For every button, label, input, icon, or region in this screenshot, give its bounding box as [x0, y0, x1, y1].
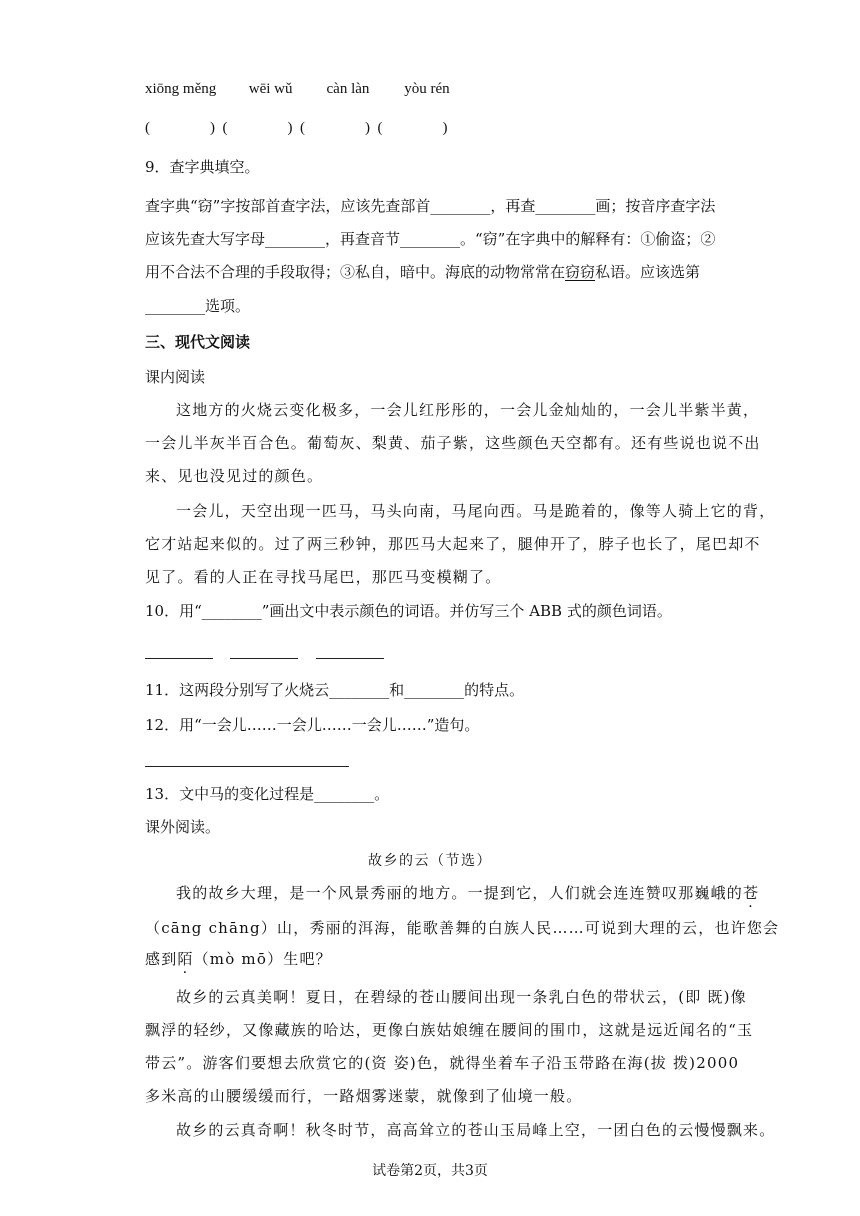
answer-line [145, 658, 213, 659]
pinyin-4: yòu rén [404, 81, 450, 97]
q9-line1: 查字典“窃”字按部首查字法，应该先查部首________，再查________画；按音序查字法 [145, 197, 716, 215]
s1-line2: （cāng chāng）山，秀丽的洱海，能歌善舞的白族人民……可说到大理的云，也许您会 [145, 919, 780, 937]
pinyin-1: xiōng měng [145, 81, 217, 97]
q9-line2: 应该先查大写字母________，再查音节________。“窃”在字典中的解释有：①偷盗；② [145, 230, 716, 248]
answer-line [230, 658, 298, 659]
s2-line2: 飘浮的轻纱，又像藏族的哈达，更像白族姑娘缠在腰间的围巾，这就是远近闻名的“玉 [145, 1021, 754, 1039]
q9-line3-a: 用不合法不合理的手段取得；③私自，暗中。海底的动物常常在 [145, 263, 566, 281]
outclass-label: 课外阅读。 [145, 818, 221, 836]
p1-line1: 这地方的火烧云变化极多，一会儿红彤彤的，一会儿金灿灿的，一会儿半紫半黄， [176, 401, 760, 419]
pinyin-2: wēi wǔ [248, 81, 293, 97]
q9-line3 [145, 262, 700, 282]
s1-line1-text: 我的故乡大理，是一个风景秀丽的地方。一提到它，人们就会连连赞叹那巍峨的 [176, 884, 744, 902]
answer-brackets: ( ) ( ) ( ) ( ) [145, 120, 448, 136]
q10: 10．用“________”画出文中表示颜色的词语。并仿写三个 ABB 式的颜色词语。 [145, 602, 672, 620]
inclass-label: 课内阅读 [145, 368, 206, 386]
q9-title: 9．查字典填空。 [145, 158, 260, 176]
s1-line1 [176, 883, 759, 903]
p1-line2: 一会儿半灰半百合色。葡萄灰、梨黄、茄子紫，这些颜色天空都有。还有些说也说不出 [145, 434, 761, 452]
story-title: 故乡的云（节选） [368, 853, 492, 869]
s1-line3-b: （mò mō）生吧？ [193, 950, 332, 968]
s2-line4: 多米高的山腰缓缓而行，一路烟雾迷蒙，就像到了仙境一般。 [145, 1087, 583, 1105]
p2-line1: 一会儿，天空出现一匹马，马头向南，马尾向西。马是跪着的，像等人骑上它的背， [176, 502, 776, 520]
answer-line [316, 658, 384, 659]
s2-line1: 故乡的云真美啊！夏日，在碧绿的苍山腰间出现一条乳白色的带状云，(即 既)像 [176, 988, 747, 1006]
p2-line2: 它才站起来似的。过了两三秒钟，那匹马大起来了，腿伸开了，脖子也长了，尾巴却不 [145, 535, 761, 553]
q9-line3-b: 私语。应该选第 [595, 263, 701, 281]
section-heading: 三、现代文阅读 [145, 333, 251, 351]
s3-line1: 故乡的云真奇啊！秋冬时节，高高耸立的苍山玉局峰上空，一团白色的云慢慢飘来。 [176, 1121, 776, 1139]
q9-line4: ________选项。 [145, 297, 251, 315]
p1-line3: 来、见也没见过的颜色。 [145, 467, 324, 485]
pinyin-3: càn làn [326, 81, 370, 97]
q11: 11．这两段分别写了火烧云________和________的特点。 [145, 681, 525, 699]
q12: 12．用“一会儿……一会儿……一会儿……”造句。 [145, 716, 480, 734]
s1-line3 [145, 949, 332, 969]
s1-line3-a: 感到 [145, 950, 178, 968]
answer-line [145, 766, 349, 767]
q13: 13．文中马的变化过程是________。 [145, 785, 390, 803]
s2-line3: 带云”。游客们要想去欣赏它的(资 姿)色，就得坐着车子沿玉带路在海(拔 拨)2000 [145, 1054, 740, 1072]
pinyin-row [145, 79, 450, 99]
q9-underlined-word: 窃窃 [565, 263, 596, 281]
dotted-char: 苍 [743, 884, 760, 902]
page-footer: 试卷第2页，共3页 [372, 1163, 488, 1179]
dotted-char: 陌 [177, 950, 194, 968]
p2-line3: 见了。看的人正在寻找马尾巴，那匹马变模糊了。 [145, 568, 502, 586]
